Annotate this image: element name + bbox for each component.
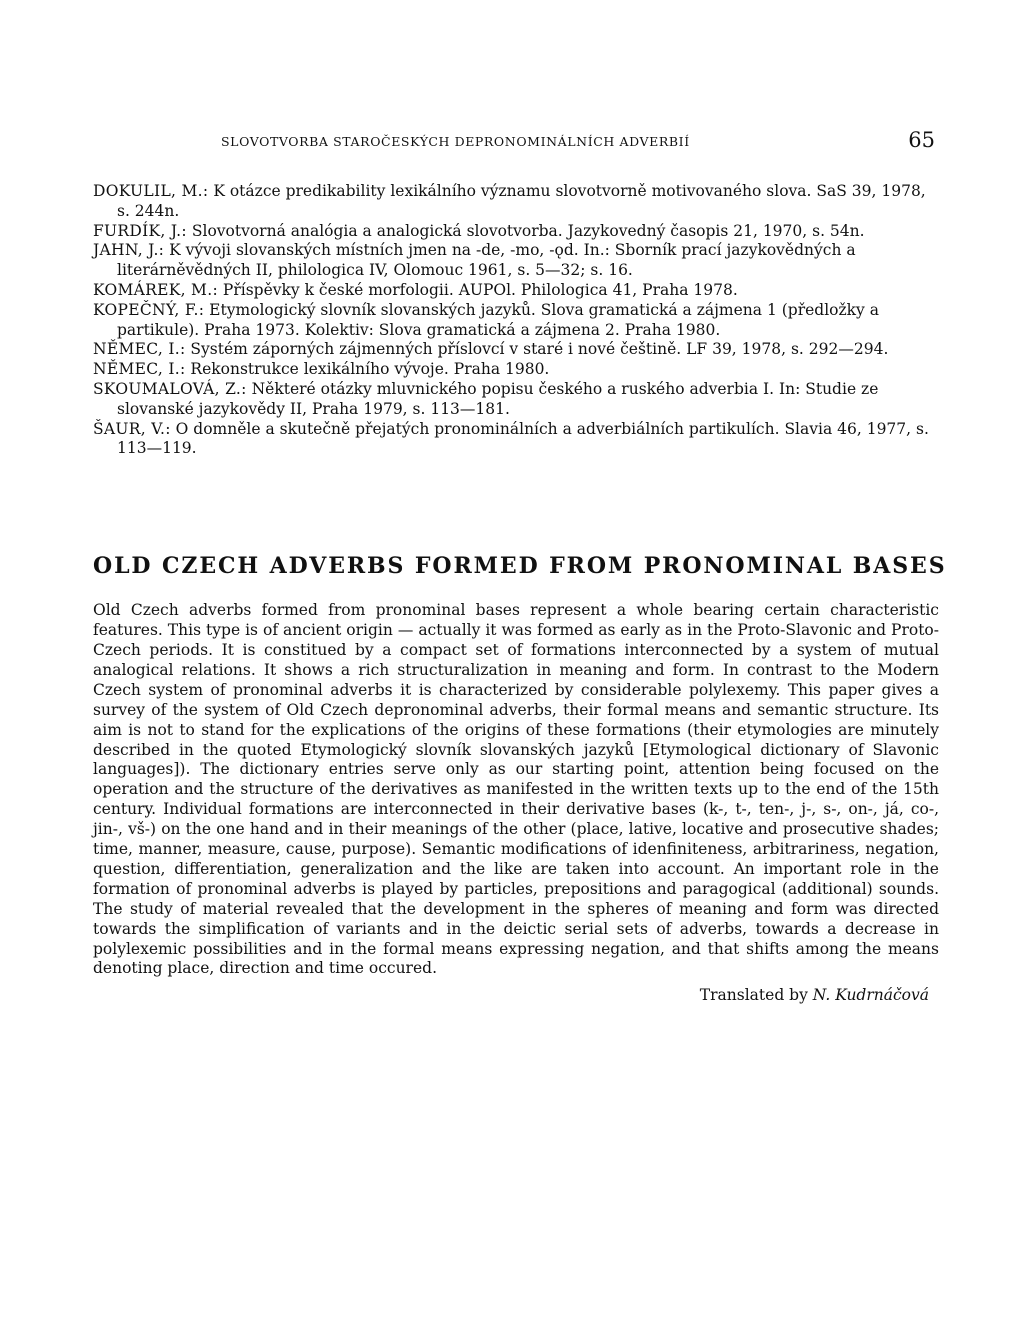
references-list [93, 182, 939, 459]
reference-text: Slovotvorná analógia a analogická slovotvorba. Jazykovedný časopis 21, 1970, s. 54n. [186, 221, 865, 240]
reference-entry [93, 340, 939, 360]
reference-entry [93, 360, 939, 380]
reference-entry [93, 301, 939, 341]
page [93, 128, 947, 1005]
translator-credit [93, 985, 939, 1005]
reference-text: O domněle a skutečně přejatých pronominálních a adverbiálních partikulích. Slavia 46, 1977, s. 113—119. [117, 419, 929, 458]
reference-entry [93, 380, 939, 420]
translator-name: N. Kudrnáčová [812, 986, 929, 1005]
reference-author: DOKULIL, M.: [93, 182, 209, 200]
reference-author: NĚMEC, I.: [93, 340, 186, 359]
reference-entry [93, 241, 939, 281]
reference-author: SKOUMALOVÁ, Z.: [93, 379, 247, 398]
reference-text: Některé otázky mluvnického popisu českého a ruského adverbia I. In: Studie ze slovanské jazykovědy II, Praha 1979, s. 113—181. [117, 379, 879, 418]
section-title: OLD CZECH ADVERBS FORMED FROM PRONOMINAL BASES [93, 553, 947, 580]
reference-entry [93, 281, 939, 301]
reference-author: ŠAUR, V.: [93, 419, 171, 438]
reference-text: Příspěvky k české morfologii. AUPOl. Philologica 41, Praha 1978. [217, 280, 738, 299]
running-title: SLOVOTVORBA STAROČESKÝCH DEPRONOMINÁLNÍCH ADVERBIÍ [221, 134, 690, 149]
reference-entry [93, 222, 939, 242]
running-head [93, 128, 939, 160]
reference-author: FURDÍK, J.: [93, 221, 187, 240]
reference-author: NĚMEC, I.: [93, 360, 186, 379]
reference-entry [93, 182, 939, 222]
reference-text: Systém záporných zájmenných příslovcí v staré i nové češtině. LF 39, 1978, s. 292—294. [185, 340, 889, 359]
reference-text: Rekonstrukce lexikálního vývoje. Praha 1980. [185, 360, 550, 379]
page-number: 65 [908, 128, 935, 152]
reference-text: K vývoji slovanských místních jmen na -de, -mo, -ǫd. In.: Sborník prací jazykovědných a literárněvědných II, philologica IV, Olomouc 1961, s. 5—32; s. 16. [117, 241, 856, 280]
reference-text: K otázce predikability lexikálního významu slovotvorně motivovaného slova. SaS 39, 1978, s. 244n. [117, 182, 926, 220]
reference-text: Etymologický slovník slovanských jazyků. Slova gramatická a zájmena 1 (předložky a partikule). Praha 1973. Kolektiv: Slova gramatická a zájmena 2. Praha 1980. [117, 300, 879, 339]
reference-author: JAHN, J.: [93, 241, 165, 260]
reference-entry [93, 420, 939, 460]
translator-prefix: Translated by [699, 986, 813, 1005]
reference-author: KOMÁREK, M.: [93, 280, 218, 299]
abstract-paragraph: Old Czech adverbs formed from pronominal bases represent a whole bearing certain characteristic features. This type is of ancient origin — actually it was formed as early as in the Proto-Slavonic and Proto-Czech periods. It is constitued by a compact set of formations interconnected by a system of mutual analogical relations. It shows a rich structuralization in meaning and form. In contrast to the Modern Czech system of pronominal adverbs it is characterized by considerable polylexemy. This paper gives a survey of the system of Old Czech depronominal adverbs, their formal means and semantic structure. Its aim is not to stand for the explications of the origins of these formations (their etymologies are minutely described in the quoted Etymologický slovník slovanských jazyků [Etymological dictionary of Slavonic languages]). The dictionary entries serve only as our starting point, attention being focused on the operation and the structure of the derivatives as manifested in the written texts up to the end of the 15th century. Individual formations are interconnected in their derivative bases (k-, t-, ten-, j-, s-, on-, já, co-, jin-, vš-) on the one hand and in their meanings of the other (place, lative, locative and prosecutive shades; time, manner, measure, cause, purpose). Semantic modifications of idenfiniteness, arbitrariness, negation, question, differentiation, generalization and the like are taken into account. An important role in the formation of pronominal adverbs is played by particles, prepositions and paragogical (additional) sounds. The study of material revealed that the development in the spheres of meaning and form was directed towards the simplification of variants and in the deictic serial sets of adverbs, towards a decrease in polylexemic possibilities and in the formal means expressing negation, and that shifts among the means denoting place, direction and time occured. [93, 601, 939, 978]
reference-author: KOPEČNÝ, F.: [93, 300, 205, 319]
